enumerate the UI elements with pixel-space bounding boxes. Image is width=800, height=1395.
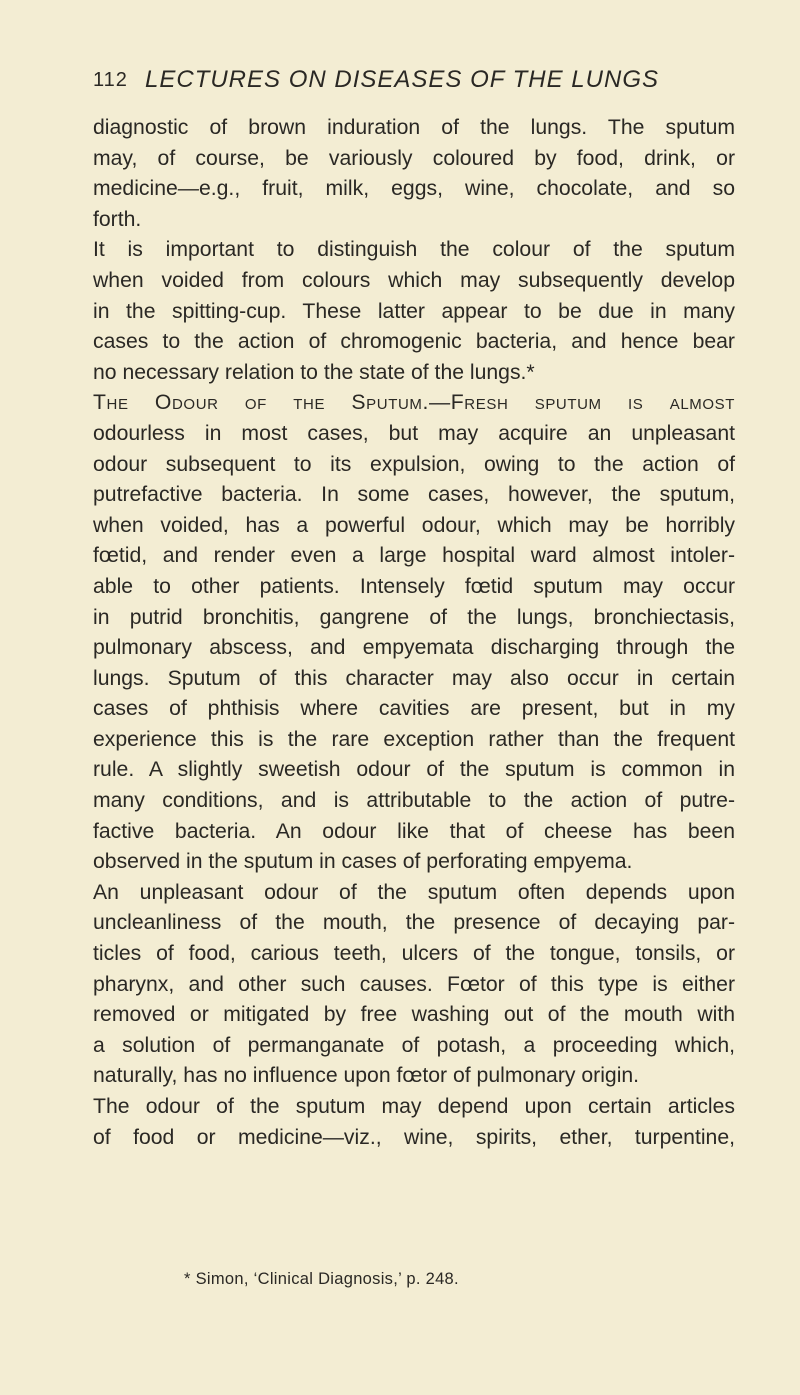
- text-line: pulmonary abscess, and empyemata discharging through the: [93, 636, 735, 660]
- text-line: cases of phthisis where cavities are present, but in my: [93, 697, 735, 721]
- text-line: a solution of permanganate of potash, a proceeding which,: [93, 1033, 735, 1057]
- text-line: ticles of food, carious teeth, ulcers of the tongue, tonsils, or: [93, 942, 735, 966]
- text-line: putrefactive bacteria. In some cases, however, the sputum,: [93, 483, 735, 507]
- paragraph-start-line: It is important to distinguish the colour of the sputum: [93, 238, 735, 262]
- text-line: when voided, has a powerful odour, which may be horribly: [93, 513, 735, 537]
- text-line: many conditions, and is attributable to the action of putre-: [93, 789, 735, 813]
- body-text: [93, 113, 735, 1153]
- section-heading-line: The Odour of the Sputum.—Fresh sputum is almost: [93, 391, 735, 415]
- text-line: odour subsequent to its expulsion, owing to the action of: [93, 452, 735, 476]
- text-line: uncleanliness of the mouth, the presence of decaying par-: [93, 911, 735, 935]
- text-line: forth.: [93, 207, 142, 231]
- text-line: when voided from colours which may subsequently develop: [93, 268, 735, 292]
- text-line: odourless in most cases, but may acquire an unpleasant: [93, 421, 735, 445]
- text-line: of food or medicine—viz., wine, spirits, ether, turpentine,: [93, 1125, 735, 1149]
- text-line: in putrid bronchitis, gangrene of the lungs, bronchiectasis,: [93, 605, 735, 629]
- text-line: cases to the action of chromogenic bacteria, and hence bear: [93, 330, 735, 354]
- text-line: rule. A slightly sweetish odour of the sputum is common in: [93, 758, 735, 782]
- text-line: diagnostic of brown induration of the lungs. The sputum: [93, 116, 735, 139]
- paragraph-start-line: The odour of the sputum may depend upon certain articles: [93, 1095, 735, 1118]
- paragraph-start-line: An unpleasant odour of the sputum often depends upon: [93, 880, 735, 904]
- text-line: pharynx, and other such causes. Fœtor of this type is either: [93, 972, 735, 996]
- text-line: fœtid, and render even a large hospital ward almost intoler-: [93, 544, 735, 568]
- text-line: observed in the sputum in cases of perforating empyema.: [93, 850, 633, 874]
- text-line: experience this is the rare exception rather than the frequent: [93, 727, 735, 751]
- text-line: no necessary relation to the state of the lungs.*: [93, 360, 535, 384]
- text-line: medicine—e.g., fruit, milk, eggs, wine, chocolate, and so: [93, 177, 735, 201]
- text-line: lungs. Sputum of this character may also occur in certain: [93, 666, 735, 690]
- text-line: in the spitting-cup. These latter appear to be due in many: [93, 299, 735, 323]
- page-number: 112: [93, 69, 128, 91]
- running-head: [93, 62, 733, 98]
- text-line: may, of course, be variously coloured by food, drink, or: [93, 146, 735, 170]
- text-line: removed or mitigated by free washing out of the mouth with: [93, 1003, 735, 1027]
- text-line: naturally, has no influence upon fœtor of pulmonary origin.: [93, 1064, 640, 1088]
- running-title: LECTURES ON DISEASES OF THE LUNGS: [145, 66, 659, 93]
- footnote: * Simon, ‘Clinical Diagnosis,’ p. 248.: [184, 1270, 459, 1288]
- text-line: factive bacteria. An odour like that of cheese has been: [93, 819, 735, 843]
- text-line: able to other patients. Intensely fœtid sputum may occur: [93, 574, 735, 598]
